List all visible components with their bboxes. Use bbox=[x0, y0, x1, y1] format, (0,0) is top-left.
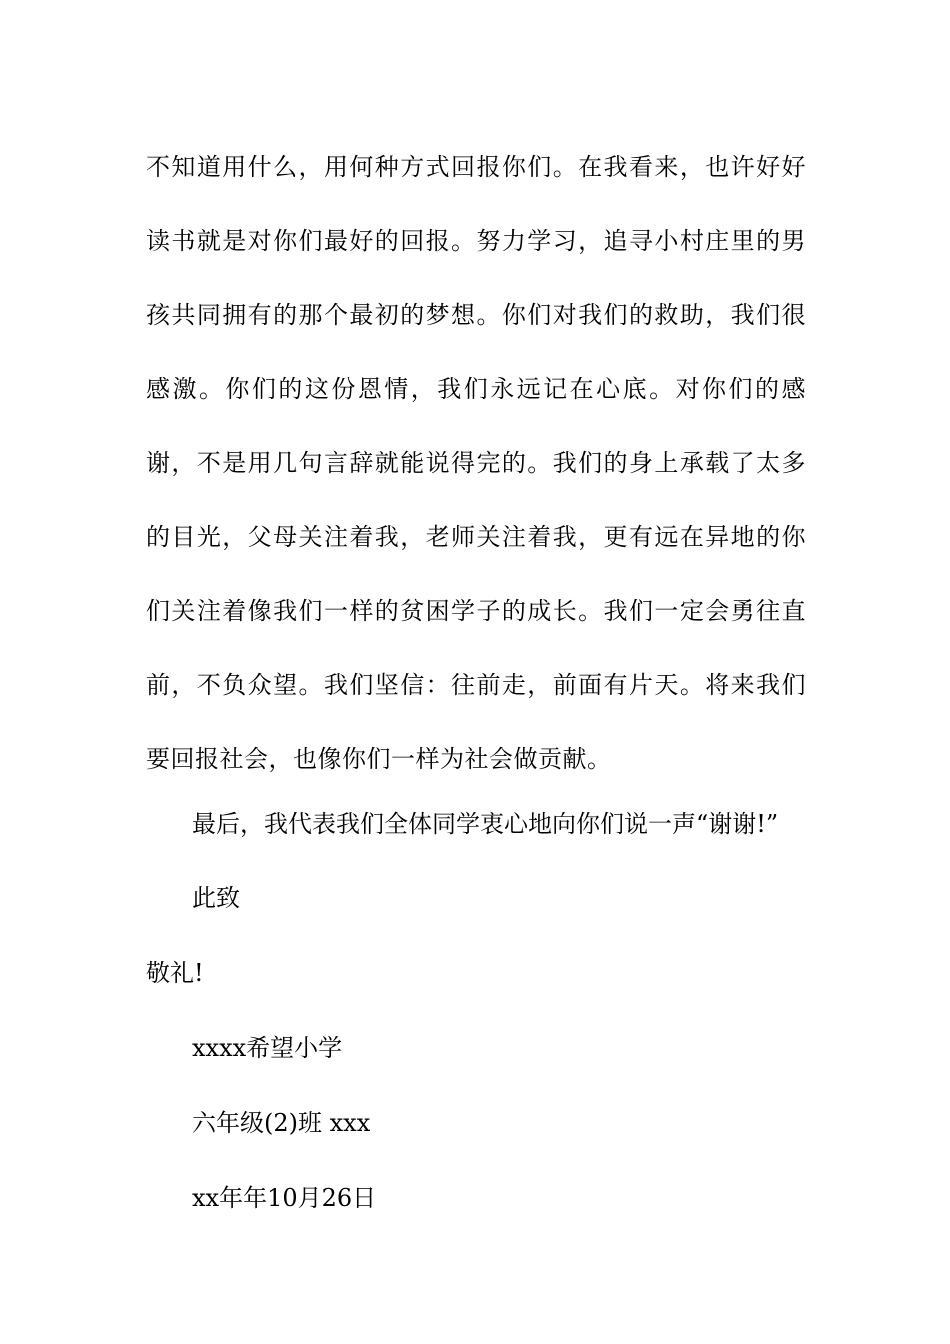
closing-line: 最后，我代表我们全体同学衷心地向你们说一声“谢谢!” bbox=[192, 810, 779, 838]
letter-body-paragraph: 不知道用什么，用何种方式回报你们。在我看来，也许好好读书就是对你们最好的回报。努力学习，追寻小村庄里的男孩共同拥有的那个最初的梦想。你们对我们的救助，我们很感激。你们的这份恩情，我们永远记在心底。对你们的感谢，不是用几句言辞就能说得完的。我们的身上承载了太多的目光，父母关注着我，老师关注着我，更有远在异地的你们关注着像我们一样的贫困学子的成长。我们一定会勇往直前，不负众望。我们坚信：往前走，前面有片天。将来我们要回报社会，也像你们一样为社会做贡献。 bbox=[146, 153, 806, 773]
signature-date: xx年年10月26日 bbox=[192, 1184, 377, 1212]
signature-class: 六年级(2)班 xxx bbox=[192, 1109, 371, 1137]
salutation-jing-li: 敬礼! bbox=[146, 959, 204, 987]
signature-school: xxxx希望小学 bbox=[192, 1034, 343, 1062]
salutation-ci-zhi: 此致 bbox=[192, 884, 240, 912]
